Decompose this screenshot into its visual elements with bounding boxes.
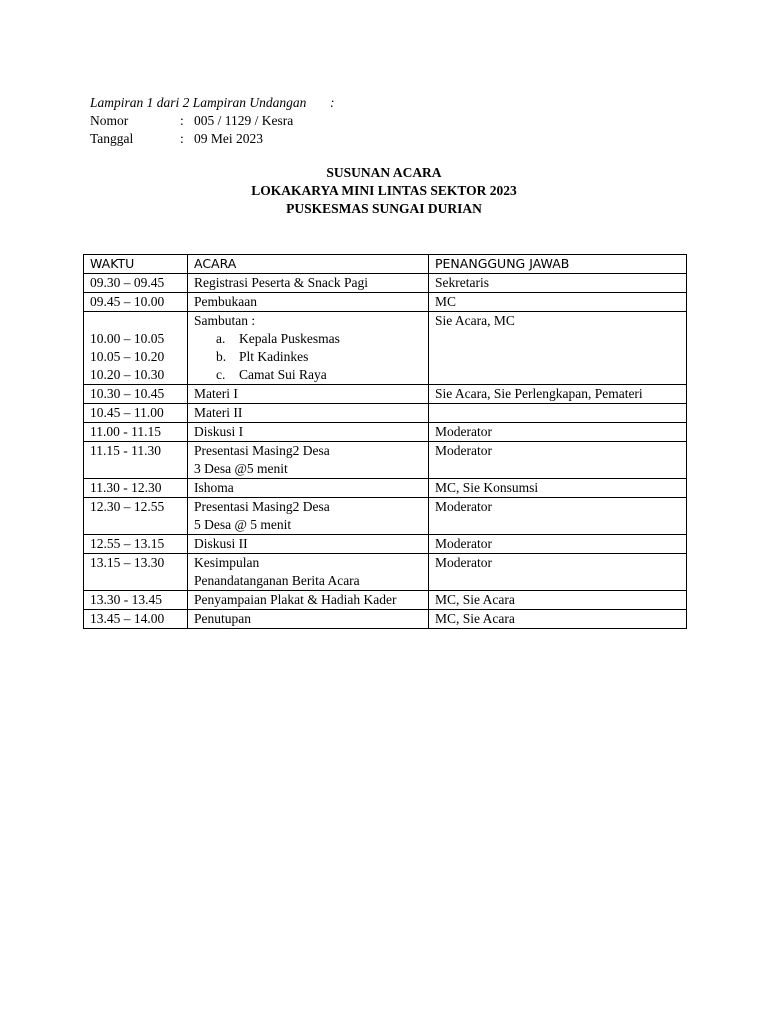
penanggung-jawab-cell: Sie Acara, Sie Perlengkapan, Pemateri (429, 385, 687, 404)
waktu-cell: 11.30 - 12.30 (84, 479, 188, 498)
penanggung-jawab-cell: MC, Sie Acara (429, 610, 687, 629)
waktu-blank (90, 312, 187, 330)
document-header (90, 94, 335, 148)
title-line-2: LOKAKARYA MINI LINTAS SEKTOR 2023 (251, 183, 517, 198)
nomor-label: Nomor (90, 113, 129, 128)
acara-cell (188, 442, 429, 479)
table-row (84, 274, 687, 293)
penanggung-jawab-cell: MC, Sie Acara (429, 591, 687, 610)
acara-text: Kesimpulan (194, 555, 260, 570)
waktu-text: 10.20 – 10.30 (90, 367, 165, 382)
list-label: Camat Sui Raya (239, 367, 327, 382)
header-acara: ACARA (188, 255, 429, 274)
acara-text: Registrasi Peserta & Snack Pagi (194, 275, 368, 290)
title-line-3: PUSKESMAS SUNGAI DURIAN (286, 201, 482, 216)
list-item (194, 348, 428, 366)
nomor-row (90, 112, 335, 130)
tanggal-colon: : (180, 131, 184, 146)
table-row (84, 312, 687, 385)
table-row (84, 479, 687, 498)
waktu-cell: 10.30 – 10.45 (84, 385, 188, 404)
acara-text: Penyampaian Plakat & Hadiah Kader (194, 592, 397, 607)
acara-cell (188, 610, 429, 629)
acara-cell (188, 293, 429, 312)
penanggung-jawab-cell: Moderator (429, 498, 687, 535)
table-row (84, 554, 687, 591)
acara-cell (188, 535, 429, 554)
list-marker: b. (216, 349, 227, 364)
table-row (84, 498, 687, 535)
waktu-cell: 10.45 – 11.00 (84, 404, 188, 423)
waktu-cell: 09.30 – 09.45 (84, 274, 188, 293)
acara-cell (188, 404, 429, 423)
list-label: Plt Kadinkes (239, 349, 309, 364)
acara-text: Penutupan (194, 611, 251, 626)
tanggal-row (90, 130, 335, 148)
list-item (194, 330, 428, 348)
waktu-cell: 09.45 – 10.00 (84, 293, 188, 312)
acara-subtext: 5 Desa @ 5 menit (194, 517, 292, 532)
list-marker: c. (216, 367, 226, 382)
waktu-text: 10.00 – 10.05 (90, 331, 165, 346)
list-marker: a. (216, 331, 226, 346)
acara-text: Presentasi Masing2 Desa (194, 443, 330, 458)
penanggung-jawab-cell: Moderator (429, 554, 687, 591)
acara-cell (188, 312, 429, 385)
waktu-cell: 11.15 - 11.30 (84, 442, 188, 479)
table-row (84, 293, 687, 312)
acara-text: Ishoma (194, 480, 234, 495)
waktu-cell (84, 312, 188, 385)
penanggung-jawab-cell: Sekretaris (429, 274, 687, 293)
penanggung-jawab-cell: MC, Sie Konsumsi (429, 479, 687, 498)
acara-subtext: 3 Desa @5 menit (194, 461, 288, 476)
document-title (0, 164, 768, 218)
nomor-value: 005 / 1129 / Kesra (194, 113, 294, 128)
table-row (84, 423, 687, 442)
waktu-cell: 12.55 – 13.15 (84, 535, 188, 554)
acara-text: Materi II (194, 405, 243, 420)
table-header-row (84, 255, 687, 274)
table-row (84, 404, 687, 423)
waktu-text: 10.05 – 10.20 (90, 349, 165, 364)
acara-text: Presentasi Masing2 Desa (194, 499, 330, 514)
waktu-cell: 13.15 – 13.30 (84, 554, 188, 591)
acara-cell (188, 479, 429, 498)
waktu-cell: 13.30 - 13.45 (84, 591, 188, 610)
acara-text: Materi I (194, 386, 238, 401)
table-row (84, 442, 687, 479)
nomor-colon: : (180, 113, 184, 128)
waktu-cell: 11.00 - 11.15 (84, 423, 188, 442)
tanggal-label: Tanggal (90, 131, 134, 146)
waktu-cell: 12.30 – 12.55 (84, 498, 188, 535)
list-item (194, 366, 428, 384)
table-row (84, 591, 687, 610)
acara-text: Diskusi I (194, 424, 244, 439)
acara-cell (188, 423, 429, 442)
penanggung-jawab-cell (429, 404, 687, 423)
acara-cell (188, 385, 429, 404)
header-penanggung-jawab: PENANGGUNG JAWAB (429, 255, 687, 274)
acara-cell (188, 591, 429, 610)
table-row (84, 610, 687, 629)
penanggung-jawab-cell: Moderator (429, 535, 687, 554)
acara-text: Sambutan : (194, 313, 256, 328)
lampiran-line: Lampiran 1 dari 2 Lampiran Undangan : (90, 95, 335, 110)
penanggung-jawab-cell: Sie Acara, MC (429, 312, 687, 385)
acara-cell (188, 554, 429, 591)
tanggal-value: 09 Mei 2023 (194, 131, 263, 146)
waktu-cell: 13.45 – 14.00 (84, 610, 188, 629)
title-line-1: SUSUNAN ACARA (326, 165, 442, 180)
penanggung-jawab-cell: Moderator (429, 442, 687, 479)
penanggung-jawab-cell: MC (429, 293, 687, 312)
acara-cell (188, 274, 429, 293)
header-waktu: WAKTU (84, 255, 188, 274)
table-row (84, 385, 687, 404)
schedule-table (83, 254, 687, 629)
acara-text: Diskusi II (194, 536, 248, 551)
schedule-body (84, 274, 687, 629)
acara-subtext: Penandatanganan Berita Acara (194, 573, 360, 588)
penanggung-jawab-cell: Moderator (429, 423, 687, 442)
table-row (84, 535, 687, 554)
list-label: Kepala Puskesmas (239, 331, 340, 346)
acara-cell (188, 498, 429, 535)
acara-text: Pembukaan (194, 294, 257, 309)
